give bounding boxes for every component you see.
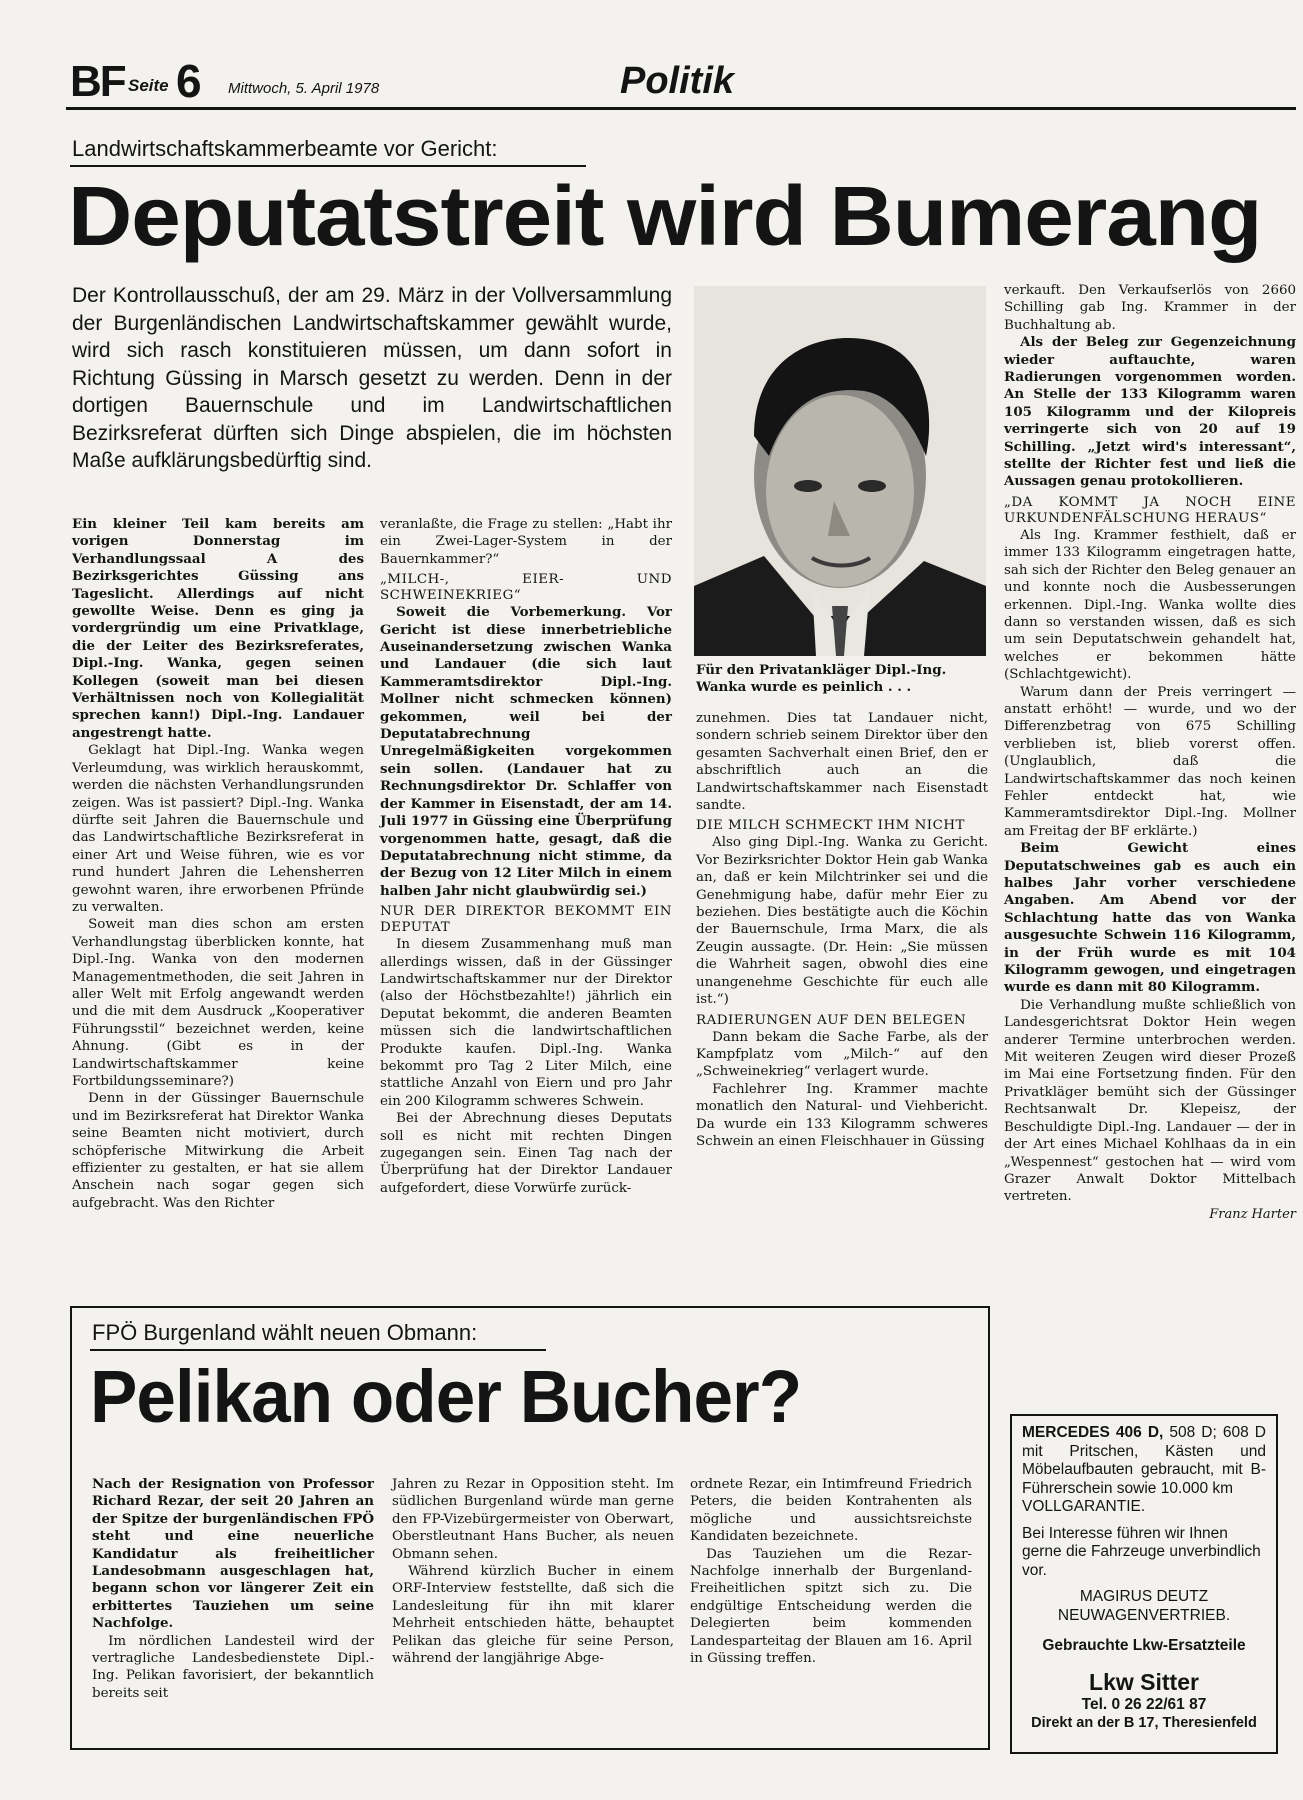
column-paragraph: Nach der Resignation von Professor Richard Rezar, der seit 20 Jahren an der Spitze der burgenländischen FPÖ steht und eine neuerliche Kandidatur als freiheitlicher Landesobmann ausgeschlagen hat, begann schon vor längerer Zeit ein erbittertes Tauziehen um seine Nachfolge. (92, 1476, 374, 1632)
issue-date: Mittwoch, 5. April 1978 (228, 80, 380, 97)
column-paragraph: Im nördlichen Landesteil wird der vertragliche Landesbedienstete Dipl.-Ing. Pelikan favorisiert, der bekanntlich bereits seit (92, 1633, 374, 1701)
section-title: Politik (620, 60, 735, 102)
column-paragraph: veranlaßte, die Frage zu stellen: „Habt ihr ein Zwei-Lager-System in der Bauernkammer?“ (380, 517, 672, 567)
ad-offer-text: 508 D; 608 D mit Pritschen, Kästen und Möbelaufbauten gebraucht, mit B-Führerschein sowie 10.000 km (1022, 1424, 1266, 1497)
column-paragraph: Also ging Dipl.-Ing. Wanka zu Gericht. Vor Bezirksrichter Doktor Hein gab Wanka an, daß er kein Milchtrinker sei und die Genehmigung habe, dafür mehr Eier zu beziehen. Dies bestätigte auch die Köchin der Bauernschule, Irma Marx, die als Zeugin aussagte. (Dr. Hein: „Sie müssen die Wahrheit sagen, obwohl dies eine unangenehme Geschichte für euch alle ist.“) (696, 835, 988, 1008)
column-paragraph: Dann bekam die Sache Farbe, als der Kampfplatz vom „Milch-“ auf den „Schweinekrieg“ verlagert wurde. (696, 1029, 988, 1080)
column-paragraph: Fachlehrer Ing. Krammer machte monatlich den Natural- und Viehbericht. Da wurde ein 133 Kilogramm schweres Schwein an einen Fleischhauer in Güssing (696, 1081, 988, 1149)
ad-guarantee: VOLLGARANTIE. (1022, 1498, 1146, 1515)
fpo-kicker-underline (90, 1349, 546, 1351)
article-lead: Der Kontrollausschuß, der am 29. März in der Vollversammlung der Burgenländischen Landwirtschaftskammer gewählt wurde, wird sich rasch konstituieren müssen, um dann sofort in Richtung Güssing in Marsch gesetzt zu werden. Denn in der dortigen Bauernschule und im Landwirtschaftlichen Bezirksreferat dürften sich Dinge abspielen, die im höchsten Maße aufklärungsbedürftig sind. (72, 284, 672, 472)
ad-offer (1022, 1424, 1266, 1498)
column-paragraph: Warum dann der Preis verringert — anstatt erhöht! — wurde, und wo der Differenzbetrag von 675 Schilling verblieben ist, blieb vorerst offen. (Unglaublich, daß die Landwirtschaftskammer das noch keinen Fehler entdeckt hat, wie Kammeramtsdirektor Dipl.-Ing. Mollner am Freitag der BF erklärte.) (1004, 684, 1296, 839)
fpo-kicker: FPÖ Burgenland wählt neuen Obmann: (92, 1320, 478, 1345)
article-column-2 (380, 516, 672, 1197)
subheading: NUR DER DIREKTOR BEKOMMT EIN DEPUTAT (380, 904, 672, 936)
ad-model: MERCEDES 406 D, (1022, 1424, 1164, 1441)
article-column-3 (696, 710, 988, 1150)
column-paragraph: Denn in der Güssinger Bauernschule und im Bezirksreferat hat Direktor Wanka seine Beamten nicht motiviert, durch schöpferische Mitwirkung die Arbeit effizienter zu gestalten, er hat sie allem Anschein nach sogar gegen sich aufgebracht. Was den Richter (72, 1091, 364, 1211)
column-paragraph: Beim Gewicht eines Deputatschweines gab es auch ein halbes Jahr vorher verschiedene Angaben. Am Abend vor der Schlachtung hatte das von Wanka ausgesuchte Schwein 116 Kilogramm, in der Früh wurde es mit 104 Kilogramm gewogen, und eingetragen wurde es dann mit 80 Kilogramm. (1004, 840, 1296, 996)
portrait-photo (694, 286, 986, 656)
article-kicker: Landwirtschaftskammerbeamte vor Gericht: (72, 136, 498, 161)
ad-text: Bei Interesse führen wir Ihnen gerne die Fahrzeuge unverbindlich vor. (1022, 1524, 1261, 1579)
column-paragraph: Als Ing. Krammer festhielt, daß er immer 133 Kilogramm eingetragen hatte, sah sich der Richter den Beleg genauer an und konnte noch die Ausbesserungen erkennen. Dipl.-Ing. Wanka wollte dies dann so verstanden wissen, daß es sich um sein Deputatschwein gehandelt hat, welches er bekommen hätte (Schlachtgewicht). (1004, 527, 1296, 683)
column-paragraph: In diesem Zusammenhang muß man allerdings wissen, daß in der Güssinger Landwirtschaftskammer nur der Direktor (also der Höchstbezahlte!) jährlich ein Deputat bekommt, die anderen Beamten müssen sich die landwirtschaftlichen Produkte kaufen. Dipl.-Ing. Wanka bekommt pro Tag 2 Liter Milch, eine stattliche Anzahl von Eiern und pro Jahr ein 200 Kilogramm schweres Schwein. (380, 937, 672, 1109)
column-paragraph: Soweit die Vorbemerkung. Vor Gericht ist diese innerbetriebliche Auseinandersetzung zwischen Wanka und Landauer (die sich laut Kammeramtsdirektor Dipl.-Ing. Mollner nicht schmecken können) gekommen, weil bei der Deputatabrechnung Unregelmäßigkeiten vorgekommen sein sollen. (Landauer hat zu Rechnungsdirektor Dr. Schlaffer von der Kammer in Eisenstadt, der am 14. Juli 1977 in Güssing eine Überprüfung vorgenommen hatte, gesagt, daß die Deputatabrechnung nicht stimme, da der Bezug von 12 Liter Milch in einem halben Jahr nicht glaubwürdig sei.) (380, 604, 672, 899)
portrait-image (694, 286, 986, 656)
column-paragraph: verkauft. Den Verkaufserlös von 2660 Schilling gab Ing. Krammer in der Buchhaltung ab. (1004, 283, 1296, 333)
subheading: RADIERUNGEN AUF DEN BELEGEN (696, 1012, 967, 1028)
fpo-headline: Pelikan oder Bucher? (90, 1355, 802, 1438)
subheading: „DA KOMMT JA NOCH EINE URKUNDENFÄLSCHUNG HERAUS“ (1004, 494, 1296, 526)
ad-dealer-sub: NEUWAGENVERTRIEB. (1057, 1606, 1231, 1624)
newspaper-logo: BF (70, 57, 125, 106)
kicker-underline (70, 165, 586, 167)
page-number: 6 (176, 55, 202, 107)
column-paragraph: Soweit man dies schon am ersten Verhandlungstag überblicken konnte, hat Dipl.-Ing. Wanka von den modernen Managementmethoden, die seit Jahren in aller Welt mit Erfolg angewandt werden und die mit dem Ausdruck „Kooperativer Führungsstil“ bezeichnet werden, keine Ahnung. (Gibt es in der Landwirtschaftskammer keine Fortbildungsseminare?) (72, 917, 364, 1089)
column-paragraph: Ein kleiner Teil kam bereits am vorigen Donnerstag im Verhandlungssaal A des Bezirksgerichtes Güssing ans Tageslicht. Allerdings auf nicht gewollte Weise. Denn es ging ja vordergründig um eine Privatklage, die der Leiter des Bezirksreferates, Dipl.-Ing. Wanka, gegen seinen Kollegen (soweit man bei diesen Verhältnissen noch von Kollegialität sprechen kann!) Dipl.-Ing. Landauer angestrengt hatte. (72, 516, 364, 741)
ad-dealer: MAGIRUS DEUTZ (1079, 1588, 1209, 1605)
article-column-1 (72, 516, 364, 1212)
ad-brand: Lkw Sitter (1089, 1668, 1199, 1695)
author-signature: Franz Harter (1209, 1206, 1296, 1222)
column-paragraph: ordnete Rezar, ein Intimfreund Friedrich Peters, die beiden Kontrahenten als mögliche und aussichtsreichste Kandidaten bezeichnete. (690, 1477, 972, 1545)
column-paragraph: Bei der Abrechnung dieses Deputats soll es nicht mit rechten Dingen zugegangen sein. Einen Tag nach der Überprüfung hat der Direktor Landauer aufgefordert, diese Vorwürfe zurück- (380, 1111, 672, 1196)
column-paragraph: Jahren zu Rezar in Opposition steht. Im südlichen Burgenland würde man gerne den FP-Vizebürgermeister von Oberwart, Oberstleutnant Hans Bucher, als neuen Obmann sehen. (392, 1477, 674, 1562)
ad-phone: Tel. 0 26 22/61 87 (1081, 1695, 1207, 1713)
page-label: Seite (128, 76, 169, 95)
subheading: „MILCH-, EIER- UND SCHWEINEKRIEG“ (380, 572, 672, 604)
ad-address: Direkt an der B 17, Theresienfeld (1031, 1715, 1257, 1731)
column-paragraph: Das Tauziehen um die Rezar-Nachfolge innerhalb der Burgenland-Freiheitlichen spitzt sich zu. Die endgültige Entscheidung werden die Delegierten beim kommenden Landesparteitag der Blauen am 16. April in Güssing treffen. (690, 1546, 972, 1667)
column-paragraph: Die Verhandlung mußte schließlich von Landesgerichtsrat Doktor Hein wegen anderer Termine unterbrochen werden. Mit weiteren Zeugen wird dieser Prozeß im Mai eine Fortsetzung finden. Für den Privatkläger bemüht sich der Güssinger Rechtsanwalt Dr. Klepeisz, der Beschuldigte Dipl.-Ing. Landauer — der in der Art eines Michael Kohlhaas da in ein „Wespennest“ gestochen hat — wird vom Grazer Anwalt Doktor Mittelbach vertreten. (1004, 997, 1296, 1205)
column-paragraph: Während kürzlich Bucher in einem ORF-Interview feststellte, daß sich die Landesleitung für ihn mit klarer Mehrheit entschieden hätte, behauptet Pelikan das gleiche für seine Person, während der langjährige Abge- (392, 1564, 674, 1667)
truck-advertisement (1010, 1414, 1278, 1754)
header-rule (66, 107, 1296, 110)
fpo-column-1 (92, 1476, 374, 1702)
fpo-column-3 (690, 1476, 972, 1667)
fpo-column-2 (392, 1476, 674, 1667)
column-paragraph: zunehmen. Dies tat Landauer nicht, sondern schrieb seinem Direktor über den gesamten Sachverhalt einen Brief, den er abschriftlich auch an die Landwirtschaftskammer nach Eisenstadt sandte. (696, 711, 988, 814)
column-paragraph: Geklagt hat Dipl.-Ing. Wanka wegen Verleumdung, was wirklich herauskommt, werden die nächsten Verhandlungsrunden zeigen. Was ist passiert? Dipl.-Ing. Wanka dürfte seit Jahren die Bauernschule und das Landwirtschaftliche Bezirksreferat in einer Art und Weise führen, wie es vor rund hundert Jahren die Lehensherren gewohnt waren, ihre erworbenen Pfründe zu verwalten. (72, 743, 364, 915)
article-column-4 (1004, 282, 1296, 1223)
photo-caption: Für den Privatankläger Dipl.-Ing. Wanka wurde es peinlich . . . (696, 662, 947, 695)
column-paragraph: Als der Beleg zur Gegenzeichnung wieder auftauchte, waren Radierungen vorgenommen worden. An Stelle der 133 Kilogramm waren 105 Kilogramm und der Kilopreis verringerte sich von 20 auf 19 Schilling. „Jetzt wird's interessant“, stellte der Richter fest und ließ die Aussagen genau protokollieren. (1004, 334, 1296, 490)
ad-used-parts: Gebrauchte Lkw-Ersatzteile (1042, 1637, 1246, 1654)
subheading: DIE MILCH SCHMECKT IHM NICHT (696, 818, 965, 834)
article-headline: Deputatstreit wird Bumerang (68, 169, 1262, 263)
